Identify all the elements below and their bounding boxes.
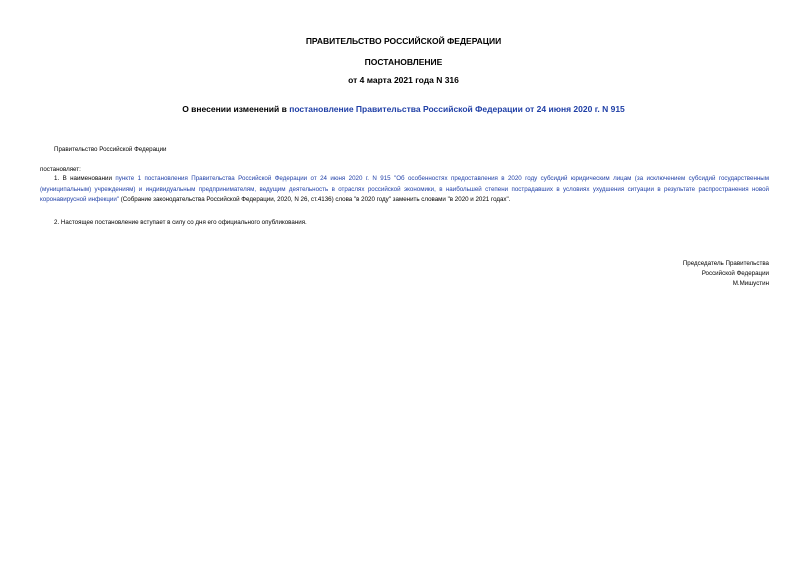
subject-prefix: О внесении изменений в: [182, 104, 290, 114]
signature-name: М.Мишустин: [732, 280, 769, 287]
paragraph-1-link[interactable]: пункте 1 постановления Правительства Российской Федерации от 24 июня 2020 г. N 915 "Об особенностях предоставления в 2020 году субсидий юридическим лицам (за исключением субсидий государственным (муниципальным) учреждениям) и индивидуальным предпринимателям, ведущим деятельность в отраслях российской экономики, в наибольшей степени пострадавших в условиях ухудшения ситуации в результате распространения новой коронавирусной инфекции": [40, 175, 769, 203]
document-type: ПОСТАНОВЛЕНИЕ: [364, 57, 443, 67]
subject-link[interactable]: постановление Правительства Российской Федерации от 24 июня 2020 г. N 915: [289, 104, 625, 114]
government-title: ПРАВИТЕЛЬСТВО РОССИЙСКОЙ ФЕДЕРАЦИИ: [305, 36, 502, 46]
paragraph-2: 2. Настоящее постановление вступает в силу со дня его официального опубликования.: [54, 219, 307, 226]
document-date-number: от 4 марта 2021 года N 316: [348, 75, 459, 85]
document-subject: [0, 104, 807, 115]
issuer-text: Правительство Российской Федерации: [54, 146, 167, 153]
paragraph-1-rest: (Собрание законодательства Российской Федерации, 2020, N 26, ст.4136) слова "в 2020 году" заменить словами "в 2020 и 2021 годах".: [119, 196, 511, 203]
paragraph-1: [40, 174, 769, 206]
resolves-text: постановляет:: [40, 166, 81, 173]
paragraph-1-start: 1. В наименовании: [54, 175, 116, 182]
signature-position: Председатель Правительства: [682, 260, 769, 267]
signature-organization: Российской Федерации: [701, 270, 769, 277]
